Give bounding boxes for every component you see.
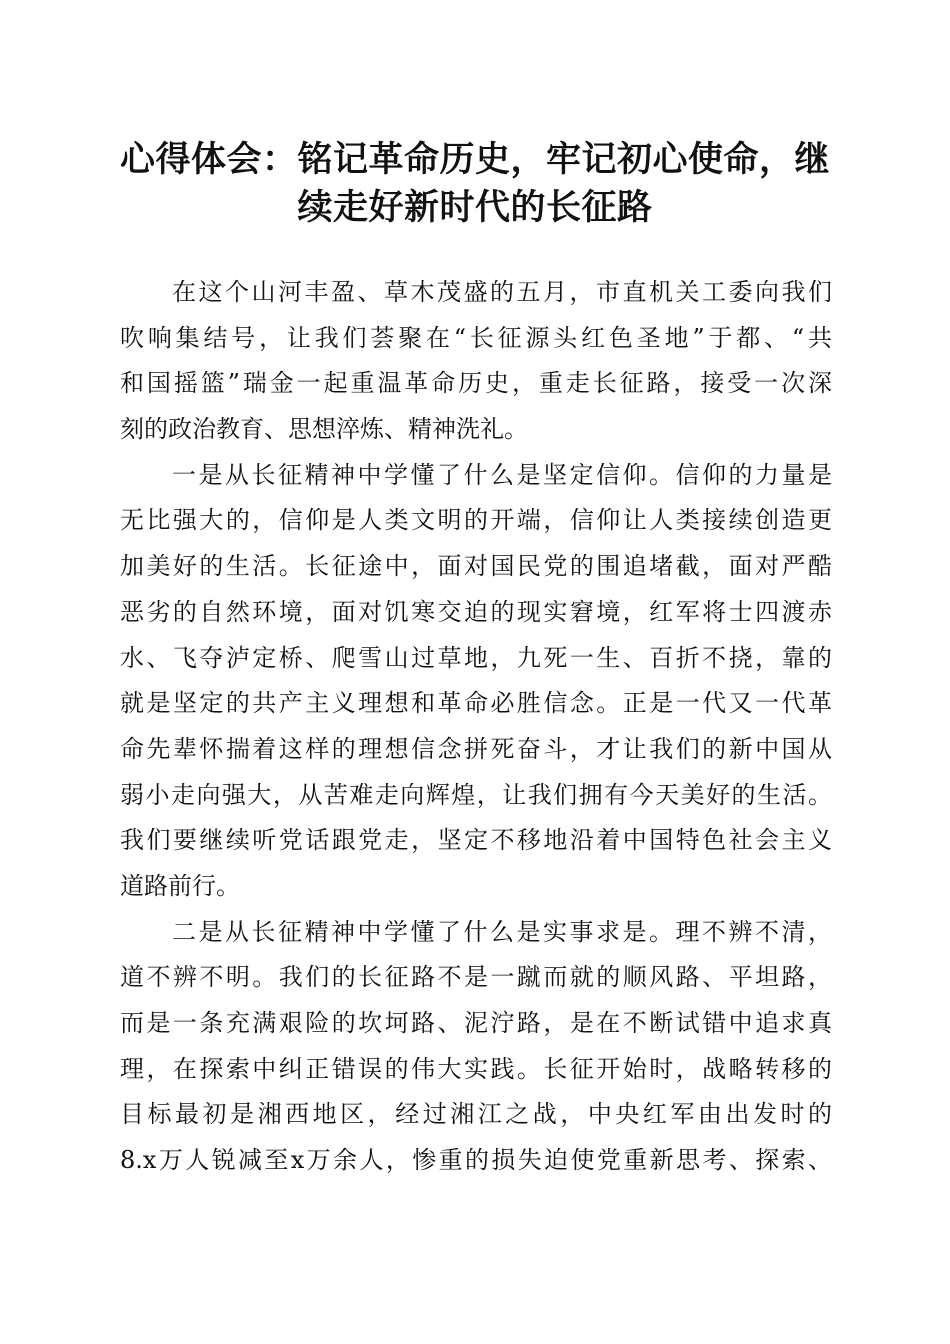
text-line: 吹响集结号，让我们荟聚在“长征源头红色圣地”于都、“共 — [120, 323, 832, 352]
text-line: 刻的政治教育、思想淬炼、精神洗礼。 — [120, 415, 528, 444]
text-line: 我们要继续听党话跟党走，坚定不移地沿着中国特色社会主义 — [120, 826, 832, 855]
text-line: 目标最初是湘西地区，经过湘江之战，中央红军由出发时的 — [120, 1100, 832, 1129]
text-line: 恶劣的自然环境，面对饥寒交迫的现实窘境，红军将士四渡赤 — [120, 597, 832, 626]
title-line-2: 续走好新时代的长征路 — [297, 188, 653, 228]
paragraph-truth — [120, 910, 832, 1184]
document-title — [110, 136, 840, 232]
text-line: 在这个山河丰盈、草木茂盛的五月，市直机关工委向我们 — [172, 278, 832, 306]
paragraph-faith — [120, 453, 832, 910]
text-line: 无比强大的，信仰是人类文明的开端，信仰让人类接续创造更 — [120, 506, 832, 535]
document-body — [120, 270, 832, 1184]
text-line: 8.x万人锐减至x万余人，惨重的损失迫使党重新思考、探索、 — [120, 1146, 832, 1175]
text-line: 加美好的生活。长征途中，面对国民党的围追堵截，面对严酷 — [120, 552, 832, 581]
text-line: 二是从长征精神中学懂了什么是实事求是。理不辨不清， — [172, 917, 832, 946]
text-line: 命先辈怀揣着这样的理想信念拼死奋斗，才让我们的新中国从 — [120, 734, 832, 763]
text-line: 道路前行。 — [120, 871, 240, 900]
text-line: 理，在探索中纠正错误的伟大实践。长征开始时，战略转移的 — [120, 1054, 832, 1083]
text-line: 道不辨不明。我们的长征路不是一蹴而就的顺风路、平坦路， — [120, 963, 832, 992]
text-line: 就是坚定的共产主义理想和革命必胜信念。正是一代又一代革 — [120, 689, 832, 718]
text-line: 弱小走向强大，从苦难走向辉煌，让我们拥有今天美好的生活。 — [120, 780, 832, 809]
text-line: 水、飞夺泸定桥、爬雪山过草地，九死一生、百折不挠，靠的 — [120, 643, 832, 672]
text-line: 而是一条充满艰险的坎坷路、泥泞路，是在不断试错中追求真 — [120, 1009, 832, 1037]
text-line: 和国摇篮”瑞金一起重温革命历史，重走长征路，接受一次深 — [120, 369, 832, 398]
text-line: 一是从长征精神中学懂了什么是坚定信仰。信仰的力量是 — [172, 460, 832, 489]
title-line-1: 心得体会：铭记革命历史，牢记初心使命，继 — [119, 140, 830, 180]
paragraph-intro — [120, 270, 832, 453]
